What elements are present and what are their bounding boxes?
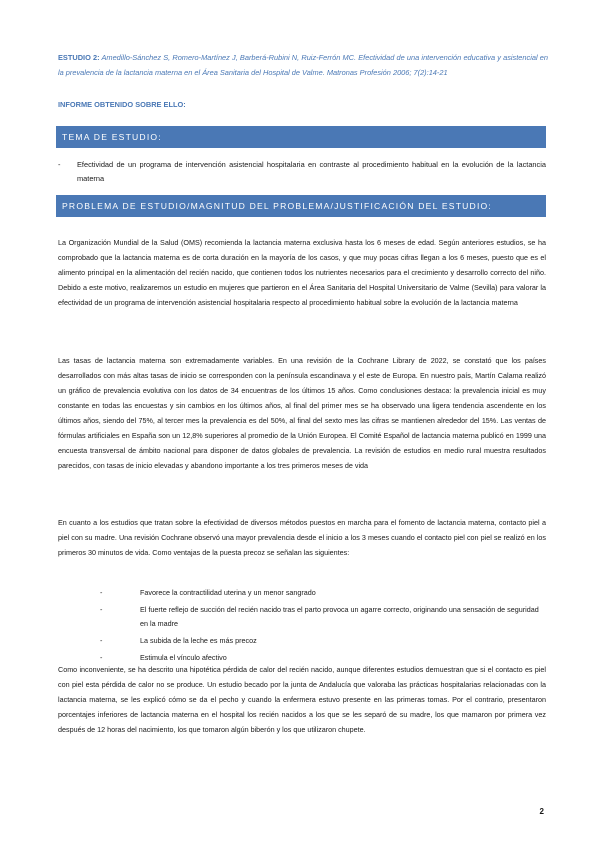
study-citation: Amedillo-Sánchez S, Romero-Martínez J, Barberá-Rubini N, Ruiz-Ferrón MC. Efectividad de una intervención educativa y asistencial en la prevalencia de la lactancia materna en el Área Sanitaria del Hospital de Valme. Matronas Profesión 2006; 7(2):14-21 xyxy=(58,53,548,77)
paragraph-drawbacks: Como inconveniente, se ha descrito una hipotética pérdida de calor del recién nacido, aunque diferentes estudios demuestran que si el contacto es piel con piel esta pérdida de calor no se produce. Un estudio becado por la junta de Andalucía que valoraba las prácticas hospitalarias relacionadas con la lactancia materna, se les explicó cómo se da el pecho y cuando la enfermera estuvo presente en las primeras tomas. Por el contrario, presentaron porcentajes inferiores de lactancia materna en el hospital los recién nacidos a los que se les separó de su madre, los que mamaron por primera vez después de 12 horas del nacimiento, los que tomaron algún biberón y los que utilizaron chupete. xyxy=(58,665,546,735)
study-label: ESTUDIO 2: xyxy=(58,53,100,62)
paragraph-rates: Las tasas de lactancia materna son extremadamente variables. En una revisión de la Cochrane Library de 2022, se constató que los países desarrollados con más altas tasas de inicio se corresponden con la península escandinava y el este de Europa. En nuestro país, Martín Calama realizó un gráfico de prevalencia evolutiva con los datos de 34 encuentras de los últimos 15 años. Como conclusiones destaca: la prevalencia inicial es muy constante en todas las encuestas y sin cambios en los últimos años, al final del primer mes se ha observado una ligera tendencia ascendente en los últimos años, siendo del 75%, al tercer mes la prevalencia es del 50%, al final del sexto mes las cifras se mantienen alrededor del 15%. Las ventas de fórmulas artificiales en España son un 12,8% superiores al promedio de la Unión Europea. El Comité Español de lactancia materna publicó en 1999 una encuesta transversal de ámbito nacional para disponer de datos globales de prevalencia. La revisión de estudios en medio rural muestra resultados parecidos, con tasas de inicio elevadas y abandono importante a los tres primeros meses de vida xyxy=(58,356,546,471)
advantage-text: Estimula el vínculo afectivo xyxy=(140,653,227,662)
list-item xyxy=(100,603,540,631)
advantage-text: La subida de la leche es más precoz xyxy=(140,636,257,645)
bullet-dash: - xyxy=(58,160,61,169)
advantages-list xyxy=(100,586,540,668)
topic-text: Efectividad de un programa de intervención asistencial hospitalaria en contraste al procedimiento habitual en la evolución de la lactancia materna xyxy=(77,160,546,183)
list-item xyxy=(100,634,540,648)
study-reference xyxy=(58,50,548,80)
advantage-text: Favorece la contractilidad uterina y un menor sangrado xyxy=(140,588,316,597)
bullet-dash: - xyxy=(100,653,103,662)
section-header-topic: TEMA DE ESTUDIO: xyxy=(56,126,546,148)
bullet-dash: - xyxy=(100,605,103,614)
report-label: INFORME OBTENIDO SOBRE ELLO: xyxy=(58,100,186,109)
topic-item xyxy=(58,158,546,185)
bullet-dash: - xyxy=(100,636,103,645)
bullet-dash: - xyxy=(100,588,103,597)
paragraph-intro: La Organización Mundial de la Salud (OMS) recomienda la lactancia materna exclusiva hasta los 6 meses de edad. Según anteriores estudios, se ha comprobado que la lactancia materna es de corta duración en la mayoría de los casos, y que muy pocas cifras llegan a los 6 meses, puesto que es el alimento principal en la alimentación del recién nacido, que contienen todos los nutrientes necesarios para el crecimiento y desarrollo correcto del niño. Debido a este motivo, realizaremos un estudio en mujeres que partieron en el Área Sanitaria del Hospital Universitario de Valme (Sevilla) para valorar la efectividad de un programa de intervención asistencial hospitalaria respecto al procedimiento habitual sobre la evolución de la lactancia materna xyxy=(58,238,546,308)
page-number: 2 xyxy=(539,807,544,816)
advantage-text: El fuerte reflejo de succión del recién nacido tras el parto provoca un agarre correcto, originando una sensación de seguridad en la madre xyxy=(140,605,539,628)
section-header-problem: PROBLEMA DE ESTUDIO/MAGNITUD DEL PROBLEMA/JUSTIFICACIÓN DEL ESTUDIO: xyxy=(56,195,546,217)
list-item xyxy=(100,586,540,600)
paragraph-methods: En cuanto a los estudios que tratan sobre la efectividad de diversos métodos puestos en marcha para el fomento de lactancia materna, contacto piel a piel con su madre. Una revisión Cochrane observó una mayor prevalencia desde el inicio a los 3 meses cuando el contacto piel con piel se realizó en los primeros 30 minutos de vida. Como ventajas de la puesta precoz se señalan las siguientes: xyxy=(58,518,546,558)
